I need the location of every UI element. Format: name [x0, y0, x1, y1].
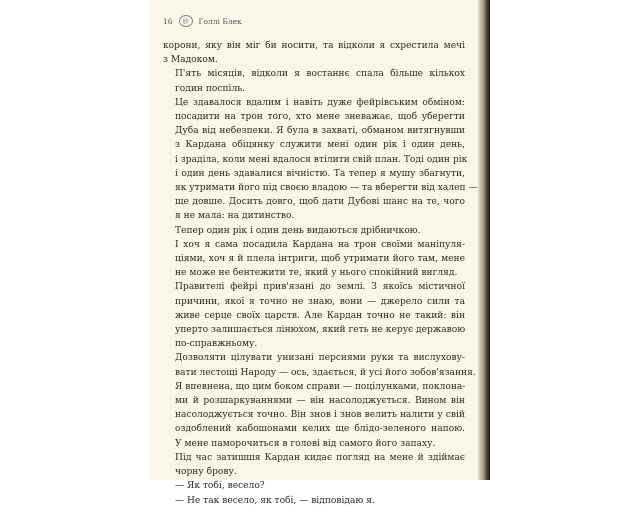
paragraph [163, 451, 465, 479]
text-line: і один день здавалися вічністю. Та тепер я мушу збагнути, [175, 168, 465, 179]
paragraph [163, 39, 465, 67]
page-edge-shadow [478, 0, 490, 480]
text-line: вати лестощі Народу — ось, здається, й усі його зобов'язання. [175, 367, 476, 378]
text-line: Тепер один рік і один день видаються дрібничкою. [175, 225, 421, 236]
text-line: Дозволяти цілувати унизані перснями руки та вислухову- [175, 353, 465, 364]
text-line: оздоблений кабошонами келих ще блідо-зеленого напою. [175, 424, 465, 435]
text-line: Це здавалося вдалим і навіть дуже фейрівським обміном: [175, 97, 465, 108]
text-line: по-справжньому. [175, 339, 258, 350]
text-line: як утримати його під своєю владою — та вберегти від халеп — [175, 183, 478, 194]
text-line: ми й розшаркуваннями — він насолоджується. Вином він [175, 396, 465, 407]
running-header [163, 14, 242, 28]
text-line: корони, яку він міг би носити, та відколи я схрестила мечі [163, 41, 465, 51]
book-page [150, 0, 482, 506]
body-text [163, 39, 478, 508]
text-line: уперто залишається лінюхом, який геть не керує державою [175, 325, 466, 336]
text-line: причини, якої я точно не знаю, вони — джерело сили та [175, 296, 465, 307]
text-line: живе серце своїх царств. Але Кардан точно не такий: він [175, 310, 465, 321]
paragraph [163, 96, 478, 224]
paragraph [163, 351, 476, 450]
text-line: — Не так весело, як тобі, — відповідаю я. [175, 495, 375, 506]
text-line: П'ять місяців, відколи я востаннє спала більше кількох [175, 69, 465, 80]
author-name: Голлі Блек [198, 16, 242, 26]
paragraph [163, 280, 465, 351]
text-line: Правителі фейрі прив'язані до землі. З якоїсь містичної [175, 282, 465, 293]
paragraph [163, 238, 465, 281]
text-line: — Як тобі, весело? [175, 481, 265, 492]
text-line: я не мала: на дитинство. [175, 211, 295, 222]
paragraph [163, 494, 465, 508]
text-line: ціями, хоч я й плела інтриги, щоб утримати його там, мене [175, 254, 465, 265]
text-line: з Кардана обіцянку служити мені один рік і один день, [175, 140, 465, 151]
text-line: і зраділа, коли мені вдалося втілити свій план. Тоді один рік [175, 154, 468, 165]
text-line: У мене паморочиться в голові від самого його запаху. [175, 438, 436, 449]
text-line: Я впевнена, що цим боком справи — поцілунками, поклона- [175, 381, 466, 392]
paragraph [163, 67, 465, 95]
text-line: з Мадоком. [163, 55, 218, 66]
text-line: Дуба від небезпеки. Я була в захваті, обманом витягнувши [175, 126, 465, 137]
text-line: ще довше. Досить довго, щоб дати Дубові шанс на те, чого [175, 197, 465, 208]
text-line: не може не бентежити те, який у нього спокійний вигляд. [175, 268, 458, 279]
text-line: годин поспіль. [175, 83, 246, 94]
paragraph [163, 479, 465, 493]
paragraph [163, 224, 465, 238]
text-line: І хоч я сама посадила Кардана на трон своїми маніпуля- [175, 239, 465, 250]
page-number: 16 [163, 16, 173, 26]
text-line: посадити на трон того, хто мене зневажає, щоб уберегти [175, 112, 465, 123]
text-line: чорну брову. [175, 467, 237, 478]
swirl-emblem-icon: @ [179, 15, 193, 27]
text-line: насолоджується точно. Він знов і знов велить налити у свій [175, 410, 465, 421]
text-line: Під час затишшя Кардан кидає погляд на мене й здіймає [175, 452, 465, 463]
